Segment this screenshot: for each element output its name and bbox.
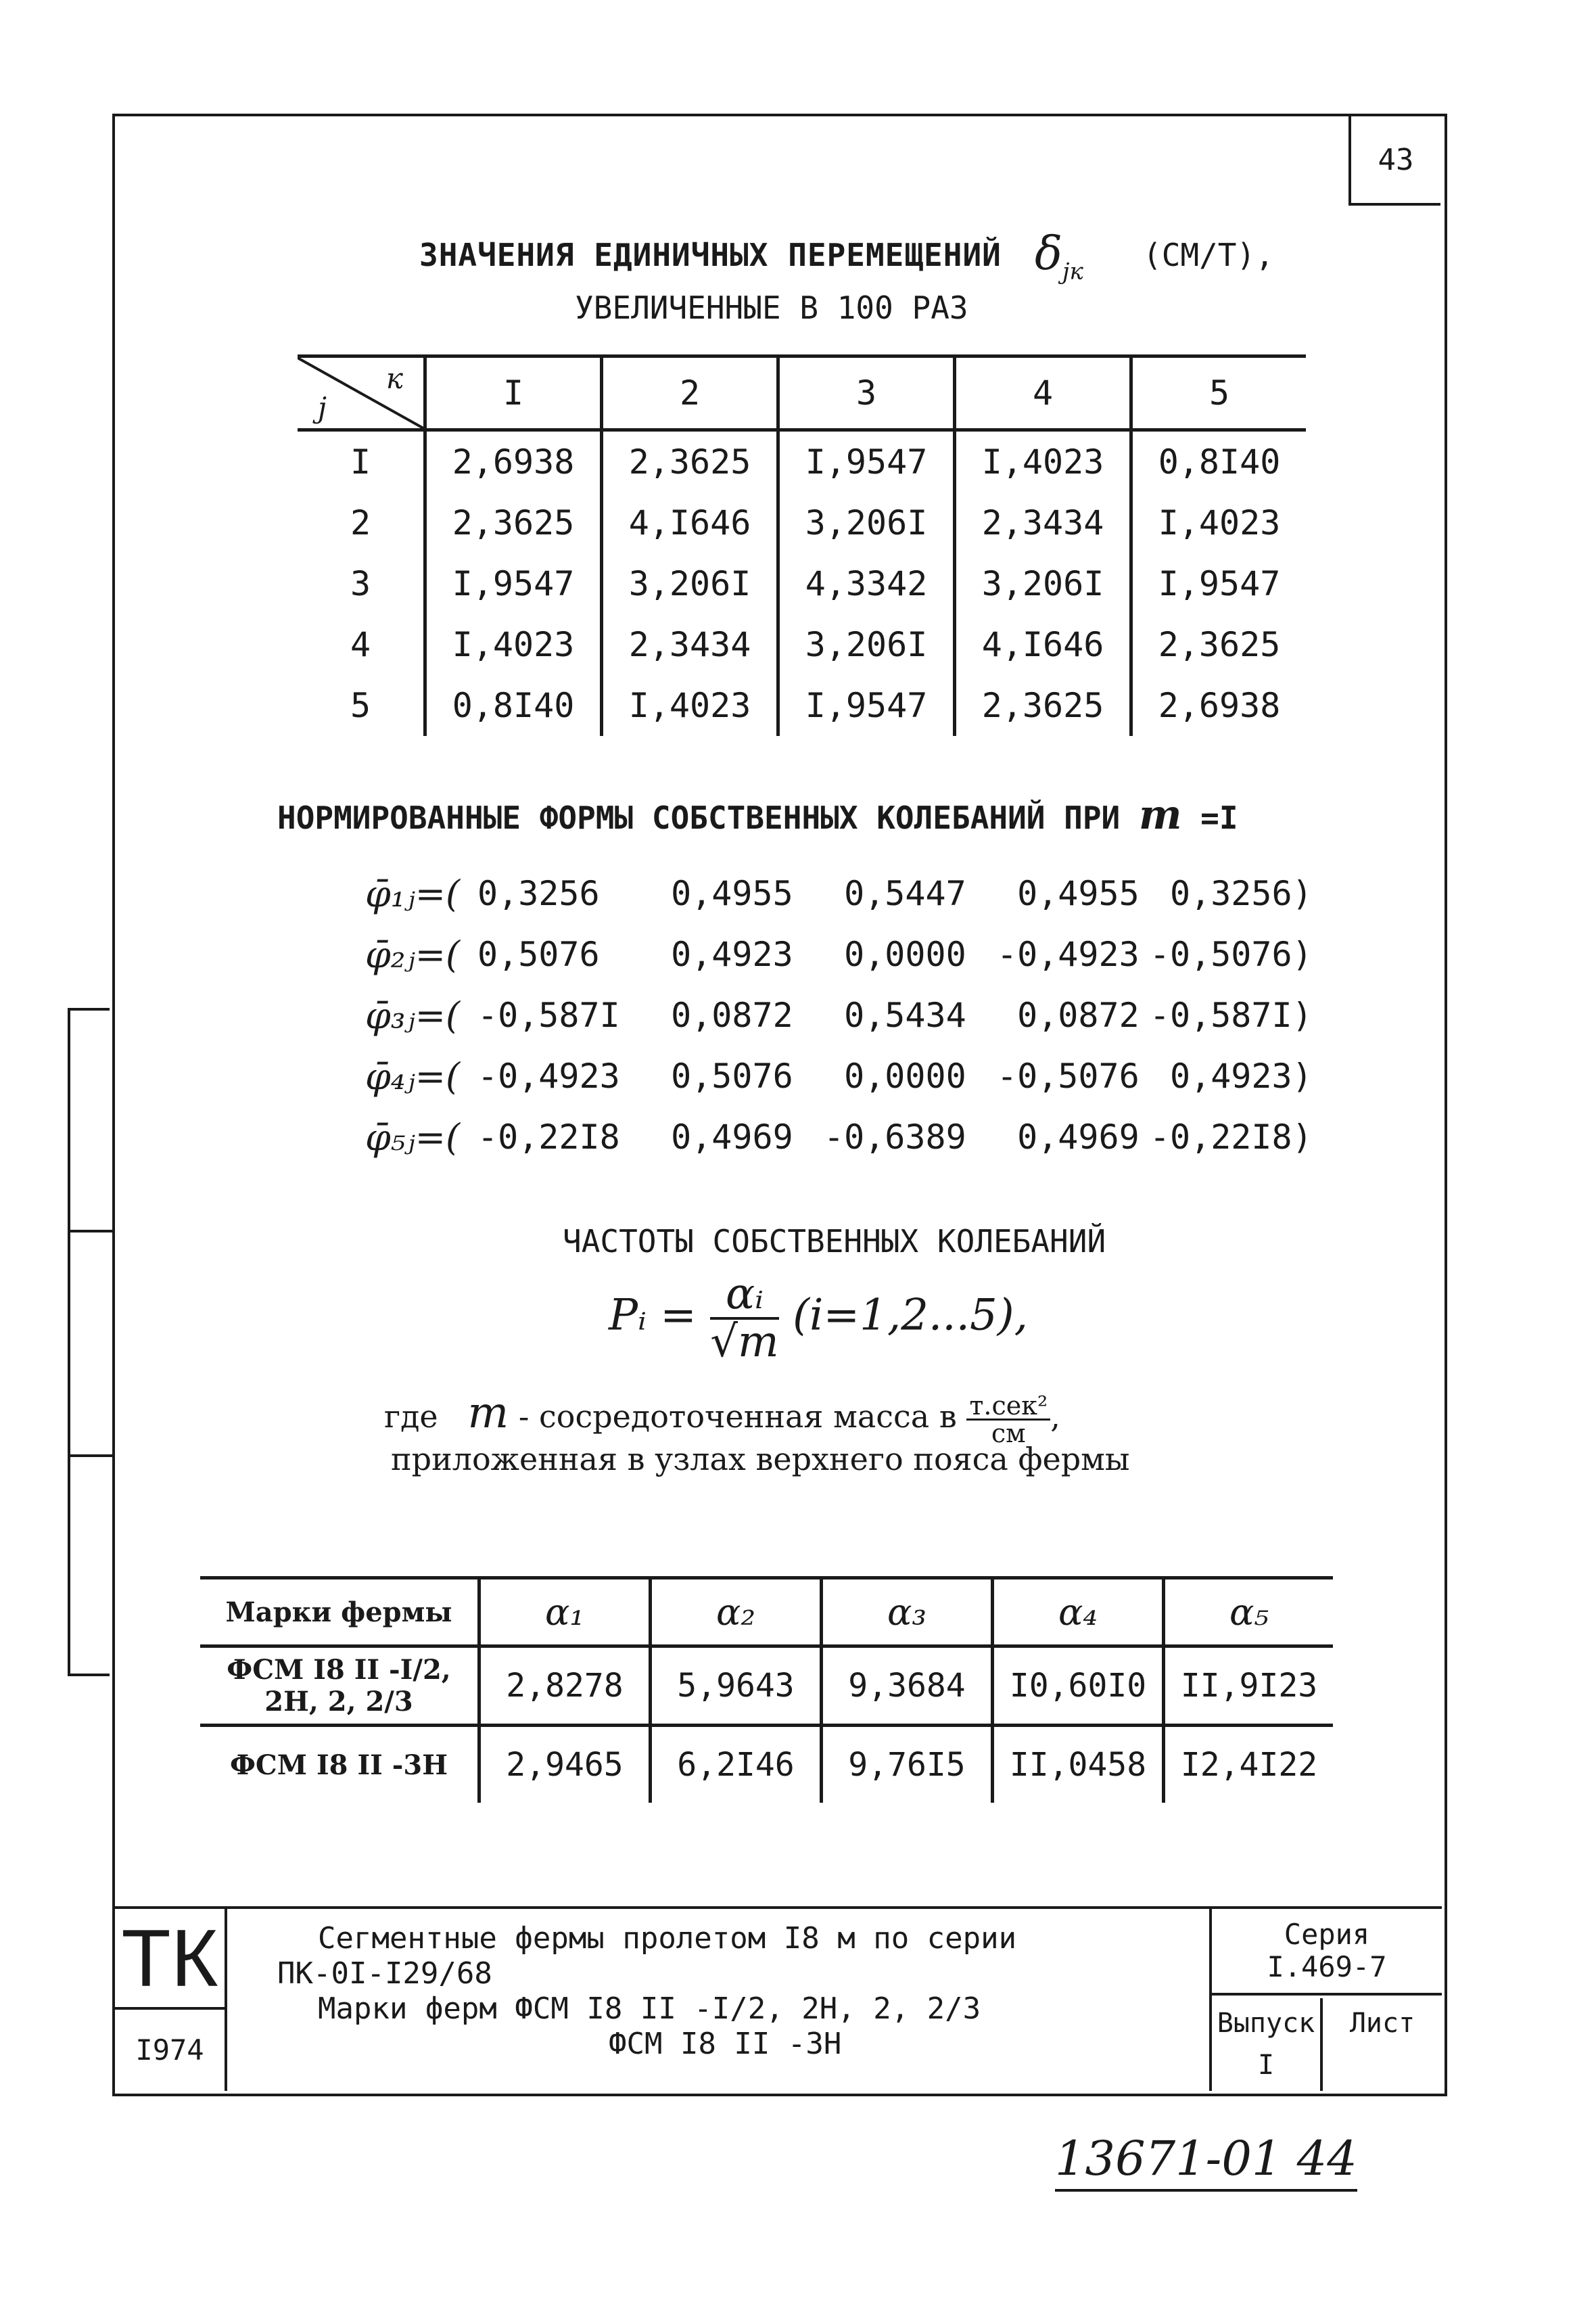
table-cell: 3,206I [955,553,1131,614]
table-cell: 3,206I [778,492,955,553]
row-index: 4 [350,625,371,664]
series-cell: Серия I.469-7 [1212,1909,1442,1996]
mode-value: 0,4955 [671,874,793,913]
mode-value: -0,22I8) [1149,1117,1313,1157]
table-cell: 2,3625 [955,675,1131,736]
column-header: 2 [602,356,778,430]
table-cell: 5,9643 [651,1646,822,1726]
mode-value: 0,0872 [671,996,793,1035]
mode-label: φ̄₃ⱼ=( [365,994,461,1037]
mode-value: 0,4923 [671,935,793,974]
table-cell: I,9547 [778,675,955,736]
table-cell: I,9547 [425,553,602,614]
table-cell: 9,76I5 [822,1726,993,1803]
mode-row [365,1046,1313,1107]
table-cell: 9,3684 [822,1646,993,1726]
table-row [200,1646,1333,1726]
mode-shapes-title: НОРМИРОВАННЫЕ ФОРМЫ СОБСТВЕННЫХ КОЛЕБАНИЙ ПРИ m =I [277,791,1238,839]
row-index: 3 [350,564,371,603]
table-cell: 2,3625 [425,492,602,553]
mode-label: φ̄₁ⱼ=( [365,872,461,915]
column-header: α₂ [651,1578,822,1646]
displacements-title: ЗНАЧЕНИЯ ЕДИНИЧНЫХ ПЕРЕМЕЩЕНИЙ [419,237,1002,273]
table-cell: 2,6938 [1131,675,1307,736]
m-value: =I [1200,800,1238,836]
m-symbol: m [467,1388,509,1438]
table-cell: 2,3625 [602,430,778,493]
formula-denominator: √m [710,1317,779,1368]
mode-value: 0,4969 [1017,1117,1140,1157]
table-row [298,553,1306,614]
mode-label: φ̄₅ⱼ=( [365,1115,461,1159]
table-cell: 2,3434 [955,492,1131,553]
mode-value: 0,3256) [1170,874,1313,913]
table-row [298,430,1306,493]
table-cell: 4,I646 [602,492,778,553]
handwritten-archive-number: 13671-01 44 [1055,2131,1357,2192]
table-cell: I2,4I22 [1164,1726,1334,1803]
mode-value: -0,6389 [824,1117,966,1157]
table-cell: I,9547 [1131,553,1307,614]
table-cell: I0,60I0 [993,1646,1164,1726]
mode-value: -0,587I) [1149,996,1313,1035]
row-index: I [350,442,371,482]
diagonal-line [298,358,423,428]
issue-cell: Выпуск I [1212,1998,1323,2091]
mode-row [365,985,1313,1046]
mode-value: 0,3256 [477,874,600,913]
mode-value: -0,5076) [1149,935,1313,974]
column-header: α₄ [993,1578,1164,1646]
table-row [298,492,1306,553]
frequency-formula: Pᵢ = $\frac{\text{αᵢ}}{√m}$ (i=1,2...5), [609,1269,1028,1368]
table-cell: 6,2I46 [651,1726,822,1803]
table-cell: I,4023 [425,614,602,675]
table-cell: 3,206I [602,553,778,614]
table-cell: I,4023 [955,430,1131,493]
table-cell: II,9I23 [1164,1646,1334,1726]
row-index: 5 [350,686,371,725]
table-cell: I,4023 [602,675,778,736]
column-header: 3 [778,356,955,430]
mode-value: -0,4923 [997,935,1140,974]
table-header-row [200,1578,1333,1646]
table-cell: 2,9465 [479,1726,651,1803]
mode-value: -0,5076 [997,1057,1140,1096]
mode-value: -0,587I [477,996,620,1035]
formula-range: (i=1,2...5), [793,1290,1028,1341]
mode-value: 0,5447 [844,874,966,913]
row-index: 2 [350,503,371,543]
table-cell: 2,8278 [479,1646,651,1726]
page-number: 43 [1348,116,1440,206]
table-cell: I,4023 [1131,492,1307,553]
column-header: I [425,356,602,430]
sheet-cell: Лист [1349,2008,1415,2039]
table-row [200,1726,1333,1803]
mode-row [365,863,1313,924]
delta-symbol: $\delta_{jк}$ [1035,227,1083,285]
corner-cell [298,356,425,430]
mode-value: 0,5076 [671,1057,793,1096]
table-cell: II,0458 [993,1726,1164,1803]
displacements-subtitle: УВЕЛИЧЕННЫЕ В 100 РАЗ [575,290,968,326]
mode-value: 0,5076 [477,935,600,974]
table-cell: 2,3434 [602,614,778,675]
mode-value: 0,0000 [844,935,966,974]
side-bracket-divider [68,1454,112,1457]
title-block-description: Сегментные фермы пролетом I8 м по серии ПК-0I-I29/68 Марки ферм ФСМ I8 II -I/2, 2Н, 2, 2/3 ФСМ I8 II -3Н [277,1921,1017,2061]
where-line: где m - сосредоточенная масса в $\frac{\text{т.сек²}}{см}$ , [384,1388,1060,1448]
frequencies-title: ЧАСТОТЫ СОБСТВЕННЫХ КОЛЕБАНИЙ [563,1223,1106,1260]
mode-row [365,924,1313,985]
table-cell: I,9547 [778,430,955,493]
mode-value: -0,4923 [477,1057,620,1096]
mass-unit-fraction: $\frac{\text{т.сек²}}{см}$ [966,1393,1050,1446]
mode-value: 0,4969 [671,1117,793,1157]
corner-label-j: j [318,391,327,424]
year: I974 [115,2009,227,2091]
column-header: α₃ [822,1578,993,1646]
table-cell: 0,8I40 [1131,430,1307,493]
displacements-table [298,354,1306,736]
column-header: α₅ [1164,1578,1334,1646]
formula-numerator: αᵢ [710,1272,778,1320]
mode-label: φ̄₂ⱼ=( [365,933,461,976]
mode-label: φ̄₄ⱼ=( [365,1055,461,1098]
column-header: 5 [1131,356,1307,430]
table-cell: 4,3342 [778,553,955,614]
mode-value: -0,22I8 [477,1117,620,1157]
m-symbol: m [1138,791,1182,839]
org-logo: ТК [115,1909,227,2010]
mode-value: 0,0000 [844,1057,966,1096]
mode-value: 0,4955 [1017,874,1140,913]
table-header-row [298,356,1306,430]
side-bracket-divider [68,1230,112,1232]
side-bracket [68,1008,110,1676]
column-header: 4 [955,356,1131,430]
where-line-2: приложенная в узлах верхнего пояса фермы [391,1441,1130,1477]
table-cell: 4,I646 [955,614,1131,675]
mode-value: 0,5434 [844,996,966,1035]
truss-mark: ФСМ I8 II -I/2, 2Н, 2, 2/3 [200,1646,479,1726]
table-cell: 2,6938 [425,430,602,493]
column-header: α₁ [479,1578,651,1646]
table-cell: 2,3625 [1131,614,1307,675]
truss-mark: ФСМ I8 II -3Н [229,1749,448,1781]
mode-value: 0,0872 [1017,996,1140,1035]
table-cell: 3,206I [778,614,955,675]
table-cell: 0,8I40 [425,675,602,736]
mode-row [365,1107,1313,1168]
mode-value: 0,4923) [1170,1057,1313,1096]
mode-shapes-table [365,863,1313,1168]
displacements-unit: (СМ/Т), [1143,237,1274,273]
column-header: Марки фермы [200,1578,479,1646]
corner-label-k: к [385,362,403,395]
table-row [298,675,1306,736]
frequency-table [200,1576,1333,1803]
table-row [298,614,1306,675]
